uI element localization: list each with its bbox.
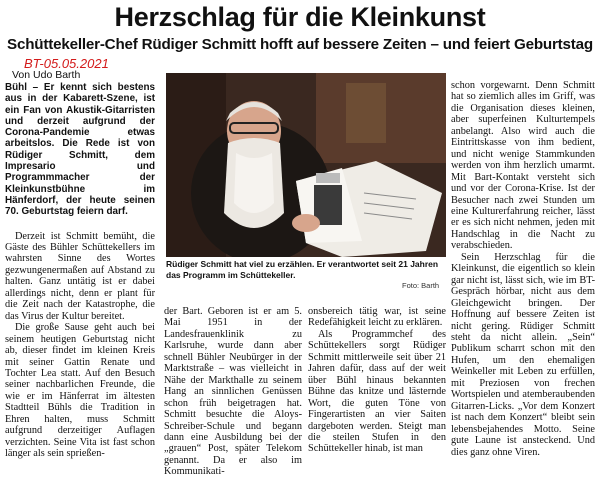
article-column-2 (164, 306, 302, 478)
article-column-3 (308, 306, 446, 455)
photo-caption: Rüdiger Schmitt hat viel zu erzählen. Er verantwortet seit 21 Jahren das Programm im Schüttekeller. (166, 259, 439, 280)
paragraph: Derzeit ist Schmitt bemüht, die Gäste des Bühler Schüttekellers im wahrsten Sinne des Wortes gezwungenermaßen auf Abstand zu halten. Ganz untätig ist er dabei allerdings nicht, denn er plant für die Zeit nach der Katastrophe, die das Virus der Kultur bereitet. (5, 230, 155, 322)
date-stamp: BT-05.05.2021 (24, 56, 109, 71)
author-byline: Von Udo Barth (12, 69, 81, 81)
subheadline: Schüttekeller-Chef Rüdiger Schmitt hofft auf bessere Zeiten – und feiert Geburtstag (7, 36, 593, 53)
lead-paragraph: Bühl – Er kennt sich bestens aus in der Kabarett-Szene, ist ein Fan von Akustik-Gitarristen und derzeit aufgrund der Corona-Pandemie etwas arbeitslos. Die Rede ist von Rüdiger Schmitt, dem Impresario und Programmmacher der Kleinkunstbühne im Hänferdorf, der heute seinen 70. Geburtstag feiern darf. (5, 82, 155, 218)
paragraph: schon vorgewarnt. Denn Schmitt hat so ziemlich alles im Griff, was die Organisation dieses kleinen, aber superfeinen Kulturtempels anbelangt. Also wird auch die Eintrittskasse von ihm bedient, und nicht wenige Stammkunden werden von ihm herzlich umarmt. Mit Bart-Kontakt versteht sich und vor der Corona-Krise. Ist der Besucher nach zwei Stunden um eine Kulturerfahrung reicher, lässt er es sich nicht nehmen, jeden mit Handschlag in die Nacht zu verabschieden. (451, 80, 595, 252)
article-column-1 (5, 82, 155, 460)
headline: Herzschlag für die Kleinkunst (114, 2, 486, 32)
paragraph: onsbereich tätig war, ist seine Redefähigkeit leicht zu erklären. (308, 306, 446, 329)
paragraph: Die große Sause geht auch bei seinem heutigen Geburtstag nicht ab, dieser findet im kleinen Kreis mit seiner Gattin Renate und Tochter Lea statt. Auf den Besuch seiner nachbarlichen Freunde, die wie er im Hänferrat im ältesten Stadtteil Bühls die Tradition in Ehren halten, muss Schmitt aufgrund derzeitiger Auflagen verzichten. Seine Vita ist fast schon länger als sein sprießen- (5, 322, 155, 460)
paragraph: Als Programmchef des Schüttekellers sorgt Rüdiger Schmitt mittlerweile seit über 21 Jahren dafür, dass auf der weit über Bühl hinaus bekannten Bühne das knitze und lästernde Wort, die guten Töne von Fingerartisten an vier Saiten dargeboten werden. Steigt man die steilen Stufen in den Schüttekeller hinab, ist man (308, 328, 446, 455)
photo-credit: Foto: Barth (402, 281, 440, 290)
article-column-4 (451, 80, 595, 458)
article-photo (166, 73, 446, 257)
paragraph: Sein Herzschlag für die Kleinkunst, die eigentlich so klein gar nicht ist, lässt sich, wie im BT-Gespräch hörbar, nicht aus dem Gleichgewicht bringen. Der Hoffnung auf bessere Zeiten ist nicht gering. Rüdiger Schmitt steht da nicht allein. „Sein“ Publikum scharrt schon mit den Hufen, um den ehemaligen Weinkeller mit Leben zu erfüllen, mit Preziosen von frechen Wortspielen und atemberaubenden Gitarren-Licks. „Vor dem Konzert ist nach dem Konzert“ bleibt sein lebensbejahendes Motto. Seine gute Laune ist ansteckend. Und dies ganz ohne Viren. (451, 251, 595, 458)
paragraph: der Bart. Geboren ist er am 5. Mai 1951 in der Landesfrauenklinik zu Karlsruhe, wurde dann aber schnell Bühler Neubürger in der Marktstraße – was vielleicht in Nähe der Markthalle zu seinem Hang an sinnlichen Genüssen schon früh beigetragen hat. Schmitt besuchte die Aloys-Schreiber-Schule und begann dann eine Ausbildung bei der „grauen“ Post, später Telekom genannt. Da er also im Kommunikati- (164, 306, 302, 478)
